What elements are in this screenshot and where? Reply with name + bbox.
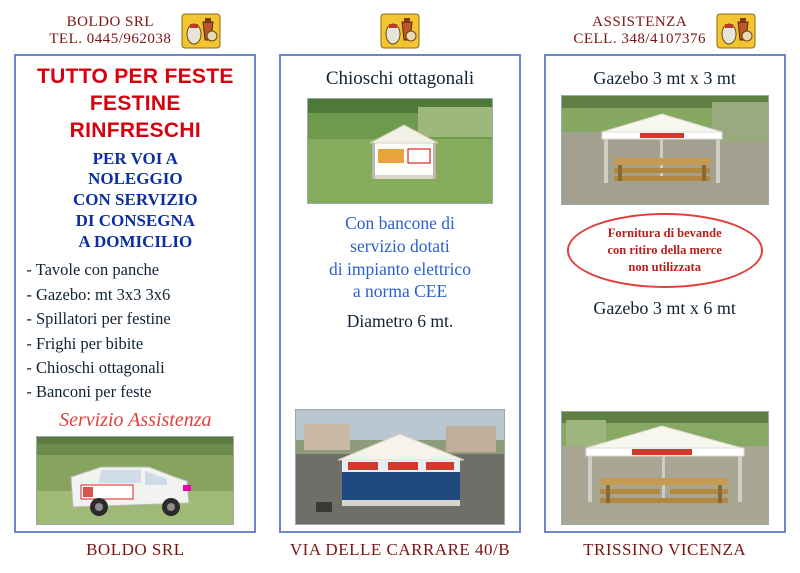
- assistance-label: ASSISTENZA: [592, 13, 688, 30]
- gazebo-3x6-photo: [561, 411, 769, 525]
- middle-header: [271, 8, 530, 54]
- middle-diameter-text: Diametro 6 mt.: [346, 311, 454, 331]
- right-panel: [544, 54, 786, 533]
- oval-line-1: Fornitura di bevande: [607, 226, 722, 240]
- brand-logo-icon: [181, 12, 221, 50]
- assistance-phone: CELL. 348/4107376: [573, 31, 707, 47]
- right-header-text: [573, 14, 706, 49]
- brand-logo-icon: [380, 12, 420, 50]
- gazebo-3x6-title: Gazebo 3 mt x 6 mt: [593, 297, 736, 318]
- subtitle-line-2: NOLEGGIO: [88, 169, 183, 189]
- column-right: [535, 8, 794, 567]
- middle-footer: VIA DELLE CARRARE 40/B: [289, 540, 511, 559]
- right-header: [535, 8, 794, 54]
- left-footer: BOLDO SRL: [86, 540, 185, 559]
- subtitle-line-3: CON SERVIZIO: [73, 190, 198, 210]
- subtitle-line-1: PER VOI A: [92, 148, 178, 168]
- octagonal-kiosk-photo: [307, 98, 493, 204]
- title-line-2: FESTINE: [89, 91, 181, 115]
- list-item: - Gazebo: mt 3x3 3x6: [26, 284, 171, 304]
- left-panel: [14, 54, 256, 533]
- middle-panel: [279, 54, 521, 533]
- right-footer: TRISSINO VICENZA: [583, 540, 747, 559]
- list-item: - Tavole con panche: [26, 260, 160, 280]
- subtitle-line-4: DI CONSEGNA: [75, 210, 196, 230]
- oval-line-3: non utilizzata: [628, 259, 701, 274]
- octagonal-kiosk-night-photo: [295, 409, 505, 525]
- subtitle-line-5: A DOMICILIO: [78, 231, 193, 251]
- left-header: [6, 8, 265, 54]
- gazebo-3x3-photo: [561, 95, 769, 205]
- column-middle: [271, 8, 530, 567]
- service-assistance-note: Servizio Assistenza: [59, 408, 212, 431]
- list-item: - Spillatori per festine: [26, 309, 171, 329]
- blue-line-3: di impianto elettrico: [329, 258, 471, 279]
- left-main-title: [37, 64, 234, 145]
- services-list: [24, 258, 246, 404]
- column-left: [6, 8, 265, 567]
- list-item: - Frighi per bibite: [26, 333, 144, 353]
- company-phone: TEL. 0445/962038: [49, 31, 172, 47]
- oval-line-2: con ritiro della merce: [607, 242, 722, 257]
- left-subtitle: [73, 149, 198, 253]
- title-line-1: TUTTO PER FESTE: [37, 65, 234, 88]
- gazebo-3x3-title: Gazebo 3 mt x 3 mt: [593, 68, 736, 88]
- left-header-text: [49, 14, 171, 49]
- company-name: BOLDO SRL: [66, 13, 155, 30]
- blue-line-1: Con bancone di: [345, 213, 455, 233]
- title-line-3: RINFRESCHI: [69, 118, 201, 142]
- blue-line-2: servizio dotati: [350, 235, 450, 256]
- list-item: - Chioschi ottagonali: [26, 357, 165, 377]
- delivery-van-photo: [36, 436, 234, 525]
- list-item: - Banconi per feste: [26, 382, 152, 402]
- middle-title: Chioschi ottagonali: [325, 68, 475, 89]
- brand-logo-icon: [716, 12, 756, 50]
- beverage-supply-note: [567, 213, 763, 288]
- blue-line-4: a norma CEE: [352, 281, 448, 302]
- middle-blue-text: [329, 212, 471, 303]
